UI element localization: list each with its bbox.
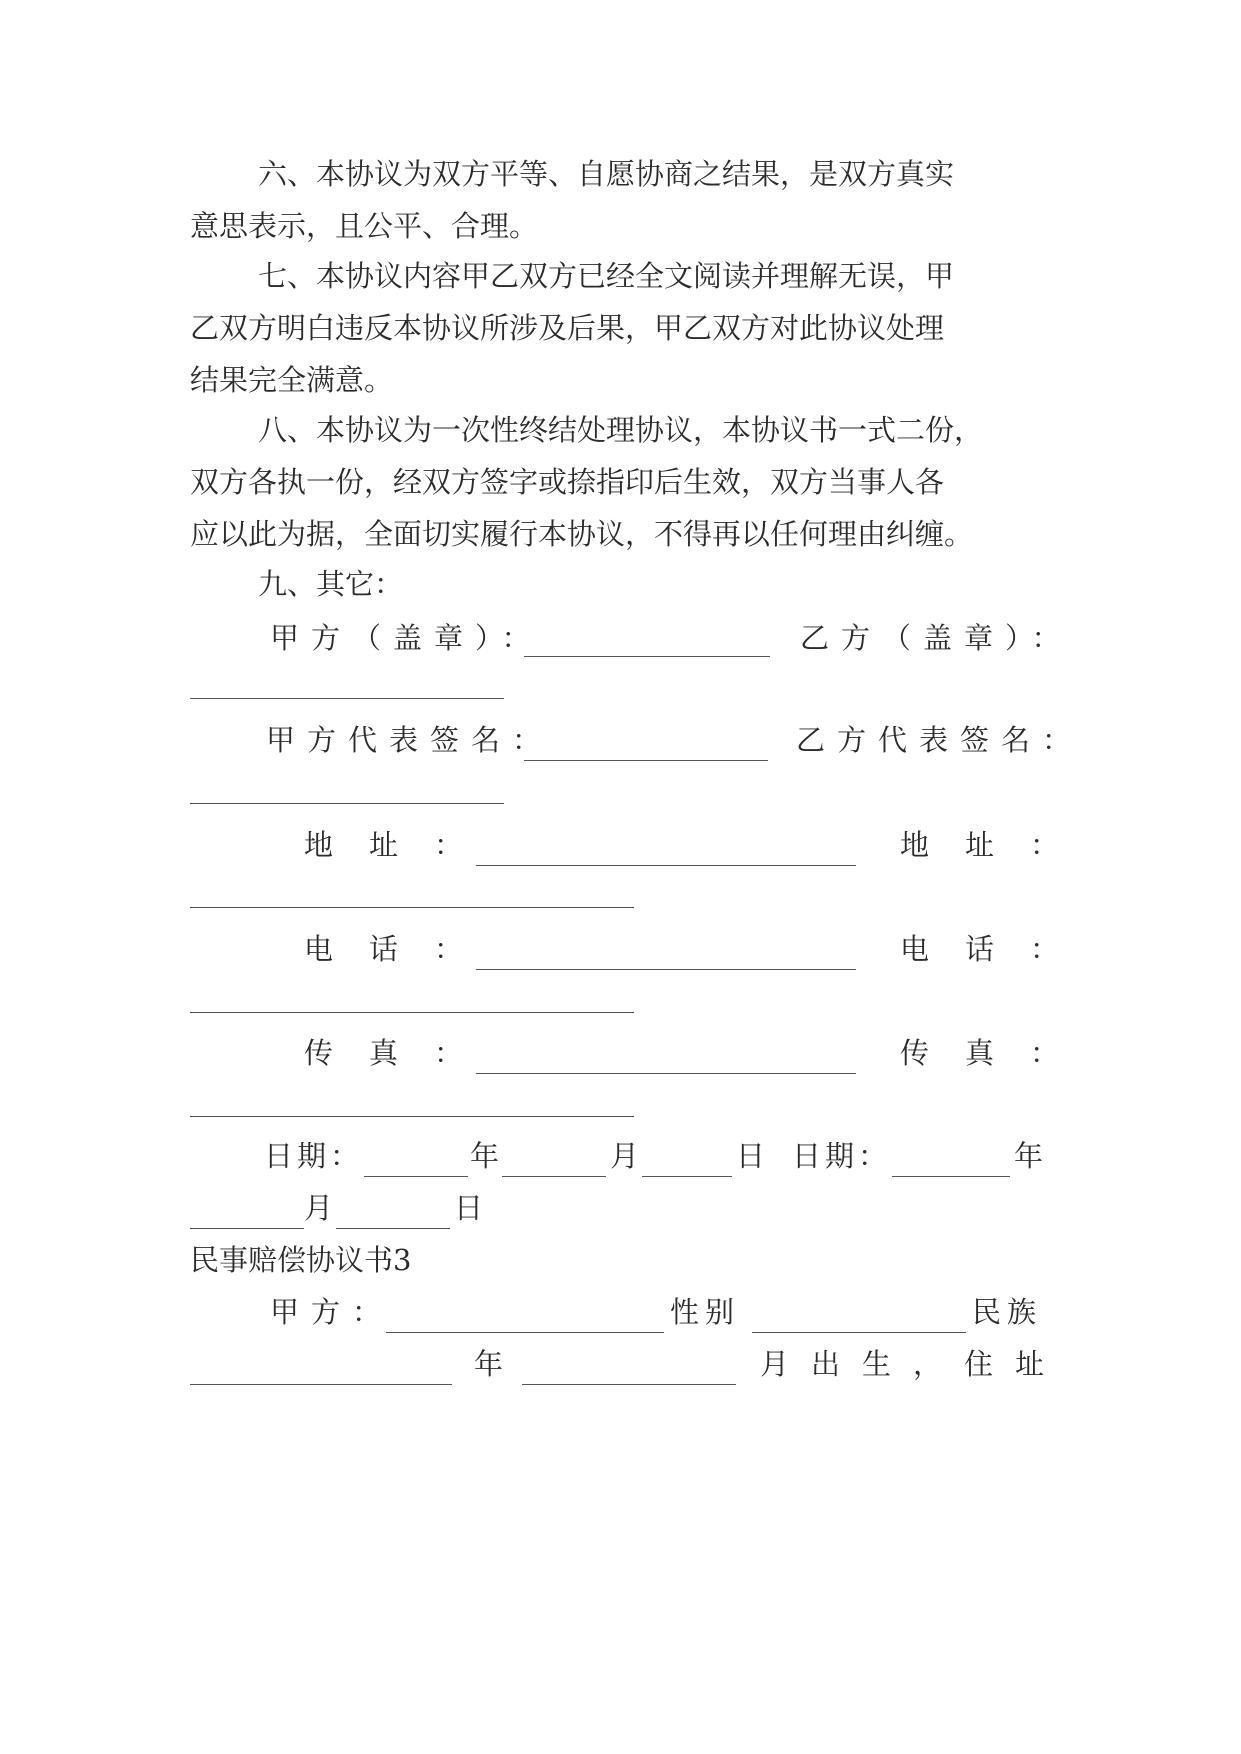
clause-6-line-1: 六、本协议为双方平等、自愿协商之结果，是双方真实 — [258, 157, 955, 191]
clause-8-line-2: 双方各执一份，经双方签字或捺指印后生效，双方当事人各 — [190, 465, 945, 499]
party-a-address-blank[interactable] — [476, 865, 856, 866]
party-b-rep-blank[interactable] — [190, 803, 504, 804]
party-a-fax-blank[interactable] — [476, 1073, 856, 1074]
party-b-address-blank[interactable] — [190, 907, 634, 908]
clause-7-line-2: 乙双方明白违反本协议所涉及后果，甲乙双方对此协议处理 — [190, 311, 945, 345]
section3-party-a-label: 甲方： — [270, 1295, 394, 1329]
section3-born-address-label: 月出生，住址 — [760, 1347, 1067, 1381]
clause-7-line-3: 结果完全满意。 — [190, 363, 394, 397]
section3-gender-label: 性别 — [670, 1295, 741, 1329]
clause-8-line-3: 应以此为据，全面切实履行本协议，不得再以任何理由纠缠。 — [190, 517, 974, 551]
party-b-rep-label: 乙方代表签名： — [796, 723, 1084, 757]
party-a-date-year: 年 — [470, 1139, 500, 1173]
section3-gender-blank[interactable] — [752, 1332, 966, 1333]
party-b-date-label: 日期： — [792, 1139, 892, 1173]
section3-party-a-blank[interactable] — [386, 1332, 664, 1333]
party-b-date-day-blank[interactable] — [336, 1228, 450, 1229]
party-a-date-day-blank[interactable] — [642, 1176, 732, 1177]
party-a-date-month: 月 — [610, 1139, 640, 1173]
party-a-seal-label: 甲方（盖章）： — [270, 621, 543, 655]
party-a-address-label: 地址： — [304, 828, 500, 862]
party-b-seal-blank[interactable] — [190, 698, 504, 699]
clause-6-line-2: 意思表示，且公平、合理。 — [190, 209, 539, 243]
party-a-date-year-blank[interactable] — [364, 1176, 468, 1177]
party-b-fax-label: 传真： — [900, 1036, 1096, 1070]
party-b-date-year: 年 — [1014, 1139, 1044, 1173]
party-a-date-day: 日 — [736, 1139, 766, 1173]
section3-year-label: 年 — [474, 1347, 504, 1381]
party-b-date-month: 月 — [304, 1191, 334, 1225]
party-b-date-day: 日 — [454, 1191, 484, 1225]
section3-ethnicity-label: 民族 — [972, 1295, 1043, 1329]
party-a-date-label: 日期： — [264, 1139, 364, 1173]
party-a-rep-label: 甲方代表签名： — [266, 723, 554, 757]
party-b-seal-label: 乙方（盖章）： — [800, 621, 1073, 655]
clause-9: 九、其它： — [258, 567, 404, 601]
party-b-date-year-blank[interactable] — [892, 1176, 1010, 1177]
party-b-address-label: 地址： — [900, 828, 1096, 862]
party-a-phone-blank[interactable] — [476, 969, 856, 970]
party-a-fax-label: 传真： — [304, 1036, 500, 1070]
section3-ethnicity-blank[interactable] — [190, 1384, 452, 1385]
party-b-phone-label: 电话： — [900, 932, 1096, 966]
party-a-seal-blank[interactable] — [524, 656, 770, 657]
section-3-title: 民事赔偿协议书3 — [190, 1243, 412, 1277]
clause-7-line-1: 七、本协议内容甲乙双方已经全文阅读并理解无误，甲 — [258, 259, 955, 293]
party-a-date-month-blank[interactable] — [502, 1176, 606, 1177]
party-b-fax-blank[interactable] — [190, 1116, 634, 1117]
party-a-phone-label: 电话： — [304, 932, 500, 966]
party-b-phone-blank[interactable] — [190, 1012, 634, 1013]
party-b-date-month-blank[interactable] — [190, 1228, 304, 1229]
section3-month-blank[interactable] — [522, 1384, 736, 1385]
clause-8-line-1: 八、本协议为一次性终结处理协议，本协议书一式二份， — [258, 413, 984, 447]
party-a-rep-blank[interactable] — [524, 760, 768, 761]
